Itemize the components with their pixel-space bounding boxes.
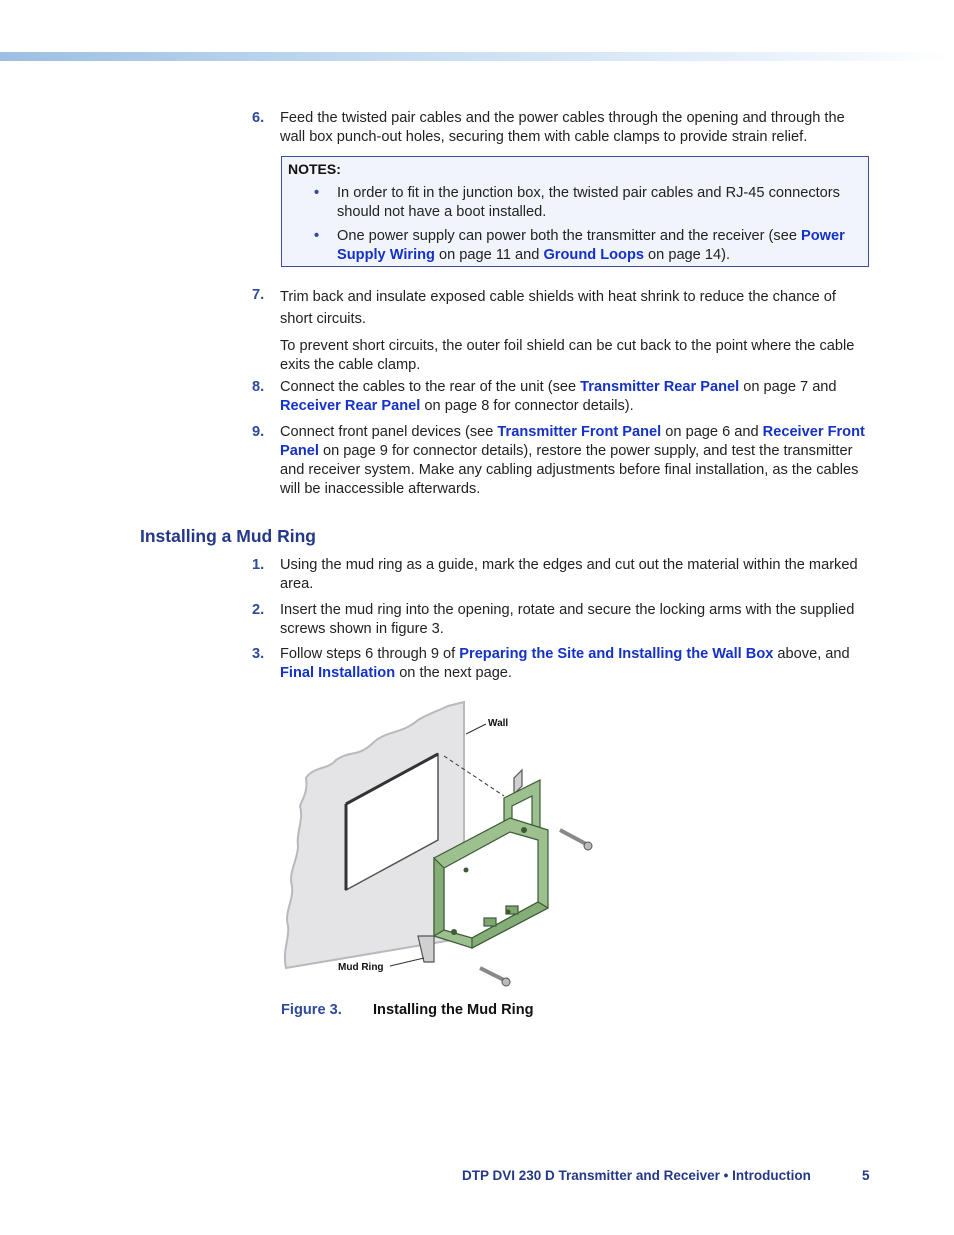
note-text: One power supply can power both the transmitter and the receiver (see Power Supply Wiring on page 11 and Ground Loops on page 14). — [337, 228, 845, 263]
link-ground-loops[interactable]: Ground Loops — [543, 247, 644, 263]
step-7 — [252, 286, 872, 375]
link-final-installation[interactable]: Final Installation — [280, 665, 396, 681]
step-8 — [252, 378, 872, 416]
note-item-1 — [314, 184, 862, 222]
figure-number: Figure 3. — [281, 1002, 342, 1018]
mud-ring-step-1 — [252, 556, 872, 594]
step-number: 6. — [252, 110, 265, 126]
mud-ring-step-2 — [252, 601, 872, 639]
link-power-supply-wiring[interactable]: Power Supply Wiring — [337, 228, 845, 263]
wall-label: Wall — [488, 718, 509, 729]
page-footer: DTP DVI 230 D Transmitter and Receiver • Introduction — [462, 1168, 811, 1183]
screw-bottom — [480, 968, 510, 986]
step-number: 1. — [252, 557, 265, 573]
step-note: To prevent short circuits, the outer foil shield can be cut back to the point where the cable exits the cable clamp. — [280, 338, 855, 373]
step-number: 2. — [252, 602, 265, 618]
section-heading: Installing a Mud Ring — [140, 526, 316, 546]
step-number: 9. — [252, 424, 265, 440]
note-text: In order to fit in the junction box, the twisted pair cables and RJ-45 connectors should not have a boot installed. — [337, 185, 840, 220]
step-text: Feed the twisted pair cables and the power cables through the opening and through the wall box punch-out holes, securing them with cable clamps to provide strain relief. — [280, 110, 845, 145]
bullet-icon: • — [314, 185, 320, 201]
notes-box — [281, 156, 869, 267]
note-item-2 — [314, 227, 862, 265]
page-number: 5 — [862, 1168, 870, 1183]
notes-title: NOTES: — [288, 161, 341, 177]
step-9 — [252, 423, 872, 499]
link-receiver-front-panel[interactable]: Receiver Front Panel — [280, 424, 865, 459]
mud-ring-illustration — [278, 700, 618, 992]
mud-ring-figure — [278, 700, 618, 992]
link-transmitter-rear-panel[interactable]: Transmitter Rear Panel — [580, 379, 740, 395]
step-text: Follow steps 6 through 9 of Preparing the Site and Installing the Wall Box above, and Final Installation on the next page. — [280, 646, 850, 681]
step-text: Connect the cables to the rear of the unit (see Transmitter Rear Panel on page 7 and Receiver Rear Panel on page 8 for connector details). — [280, 379, 837, 414]
figure-caption: Installing the Mud Ring — [373, 1002, 534, 1018]
step-6 — [252, 109, 872, 147]
step-text: Using the mud ring as a guide, mark the edges and cut out the material within the marked area. — [280, 557, 858, 592]
link-transmitter-front-panel[interactable]: Transmitter Front Panel — [497, 424, 662, 440]
header-gradient-bar — [0, 52, 954, 61]
step-text: Trim back and insulate exposed cable shields with heat shrink to reduce the chance of short circuits. — [280, 289, 836, 327]
link-receiver-rear-panel[interactable]: Receiver Rear Panel — [280, 398, 421, 414]
step-text: Connect front panel devices (see Transmitter Front Panel on page 6 and Receiver Front Panel on page 9 for connector details), restore the power supply, and test the transmitter and receiver system. Make any cabling adjustments before final installation, as the cables will be inaccessible afterwards. — [280, 424, 865, 497]
screw-top — [560, 830, 592, 850]
mud-ring-step-3 — [252, 645, 872, 683]
link-preparing-the-site[interactable]: Preparing the Site and Installing the Wall Box — [459, 646, 774, 662]
step-number: 3. — [252, 646, 265, 662]
step-number: 8. — [252, 379, 265, 395]
step-text: Insert the mud ring into the opening, rotate and secure the locking arms with the supplied screws shown in figure 3. — [280, 602, 855, 637]
mud-ring-label: Mud Ring — [338, 962, 384, 973]
step-number: 7. — [252, 287, 265, 303]
bullet-icon: • — [314, 228, 320, 244]
